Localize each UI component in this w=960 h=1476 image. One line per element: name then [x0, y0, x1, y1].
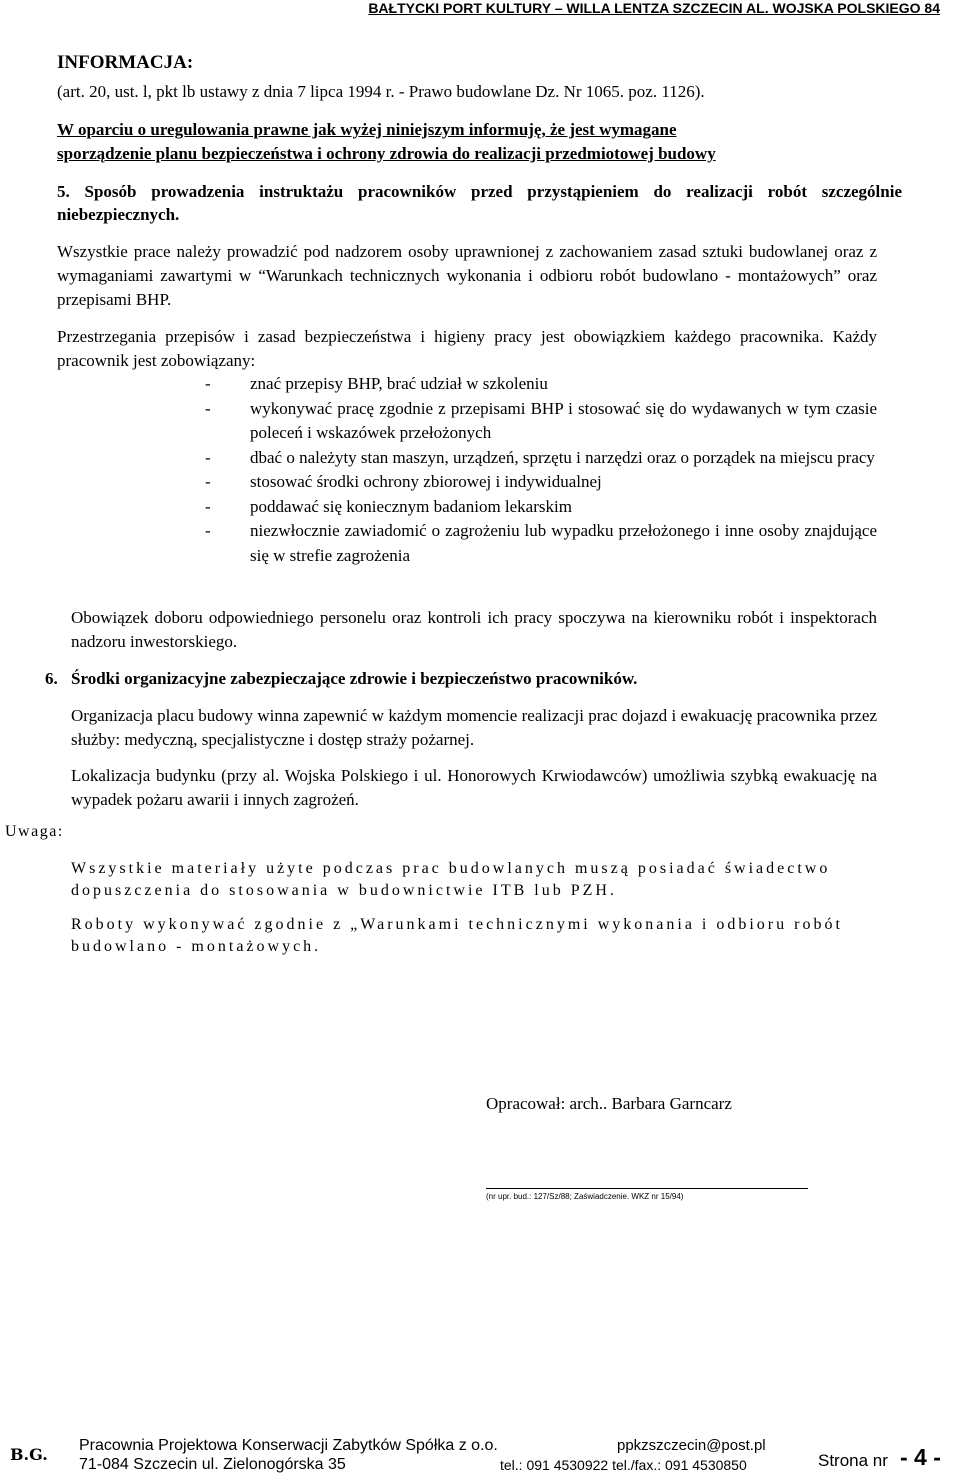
- footer-company: Pracownia Projektowa Konserwacji Zabytków Spółka z o.o.: [79, 1437, 498, 1454]
- list-item: - wykonywać pracę zgodnie z przepisami BHP i stosować się do wydawanych w tym czasie poleceń i wskazówek przełożonych: [205, 398, 877, 442]
- running-header: BAŁTYCKI PORT KULTURY – WILLA LENTZA SZCZECIN AL. WOJSKA POLSKIEGO 84: [368, 0, 940, 16]
- section-6-paragraph-1: Organizacja placu budowy winna zapewnić w każdym momencie realizacji prac dojazd i ewakuację pracownika przez służby: medyczną, specjalistyczne i dostęp straży pożarnej.: [71, 706, 877, 749]
- note-paragraph-2: Roboty wykonywać zgodnie z „Warunkami technicznymi wykonania i odbioru robót budowlano - montażowych.: [71, 916, 843, 955]
- list-item: - niezwłocznie zawiadomić o zagrożeniu lub wypadku przełożonego i inne osoby znajdujące się w strefie zagrożenia: [205, 521, 877, 565]
- bullet-dash: -: [205, 496, 211, 516]
- obligations-list: [205, 372, 877, 568]
- license-note: (nr upr. bud.: 127/Sz/88; Zaświadczenie. WKZ nr 15/94): [486, 1192, 684, 1201]
- page-label: Strona nr: [818, 1451, 888, 1470]
- note-label: Uwaga:: [5, 823, 64, 840]
- bullet-dash: -: [205, 374, 211, 393]
- list-item: - poddawać się koniecznym badaniom lekarskim: [205, 495, 877, 520]
- bullet-dash: -: [205, 472, 211, 491]
- bullet-dash: -: [205, 521, 211, 540]
- signature-line: [486, 1188, 808, 1189]
- info-heading: INFORMACJA:: [57, 52, 194, 73]
- section-5-paragraph-1: Wszystkie prace należy prowadzić pod nadzorem osoby uprawnionej z zachowaniem zasad sztuki budowlanej oraz z wymaganiami zawartymi w “Warunkach technicznych wykonania i odbioru robót budowlano - montażowych” oraz przepisami BHP.: [57, 242, 877, 309]
- note-paragraph-1: Wszystkie materiały użyte podczas prac budowlanych muszą posiadać świadectwo dopuszczenia do stosowania w budownictwie ITB lub PZH.: [71, 860, 831, 899]
- page-number: - 4 -: [900, 1444, 941, 1470]
- statement-line-1: W oparciu o uregulowania prawne jak wyżej niniejszym informuję, że jest wymagane: [57, 120, 677, 139]
- section-5-paragraph-3: Obowiązek doboru odpowiedniego personelu oraz kontroli ich pracy spoczywa na kierowniku robót i inspektorach nadzoru inwestorskiego.: [71, 608, 877, 651]
- bullet-dash: -: [205, 398, 211, 418]
- list-item: - stosować środki ochrony zbiorowej i indywidualnej: [205, 470, 877, 495]
- section-6-number: 6.: [45, 669, 58, 688]
- prepared-by: Opracował: arch.. Barbara Garncarz: [486, 1094, 732, 1113]
- section-6-title: Środki organizacyjne zabezpieczające zdrowie i bezpieczeństwo pracowników.: [71, 669, 638, 688]
- footer-address: 71-084 Szczecin ul. Zielonogórska 35: [79, 1456, 346, 1473]
- list-item: - dbać o należyty stan maszyn, urządzeń, sprzętu i narzędzi oraz o porządek na miejscu pracy: [205, 446, 877, 471]
- footer-phone: tel.: 091 4530922 tel./fax.: 091 4530850: [500, 1457, 747, 1473]
- list-item: - znać przepisy BHP, brać udział w szkoleniu: [205, 372, 877, 397]
- section-5-paragraph-2: Przestrzegania przepisów i zasad bezpieczeństwa i higieny pracy jest obowiązkiem każdego pracownika. Każdy pracownik jest zobowiązany:: [57, 327, 877, 370]
- company-logo: B.G.: [10, 1445, 48, 1464]
- section-6-paragraph-2: Lokalizacja budynku (przy al. Wojska Polskiego i ul. Honorowych Krwiodawców) umożliwia szybką ewakuację na wypadek pożaru awarii i innych zagrożeń.: [71, 766, 877, 809]
- footer-email: ppkzszczecin@post.pl: [617, 1437, 766, 1454]
- section-5-title: 5. Sposób prowadzenia instruktażu pracowników przed przystąpieniem do realizacji robót szczególnie niebezpiecznych.: [57, 182, 902, 224]
- statement-line-2: sporządzenie planu bezpieczeństwa i ochrony zdrowia do realizacji przedmiotowej budowy: [57, 144, 716, 163]
- legal-reference: (art. 20, ust. l, pkt lb ustawy z dnia 7 lipca 1994 r. - Prawo budowlane Dz. Nr 1065. poz. 1126).: [57, 82, 705, 101]
- bullet-dash: -: [205, 447, 211, 467]
